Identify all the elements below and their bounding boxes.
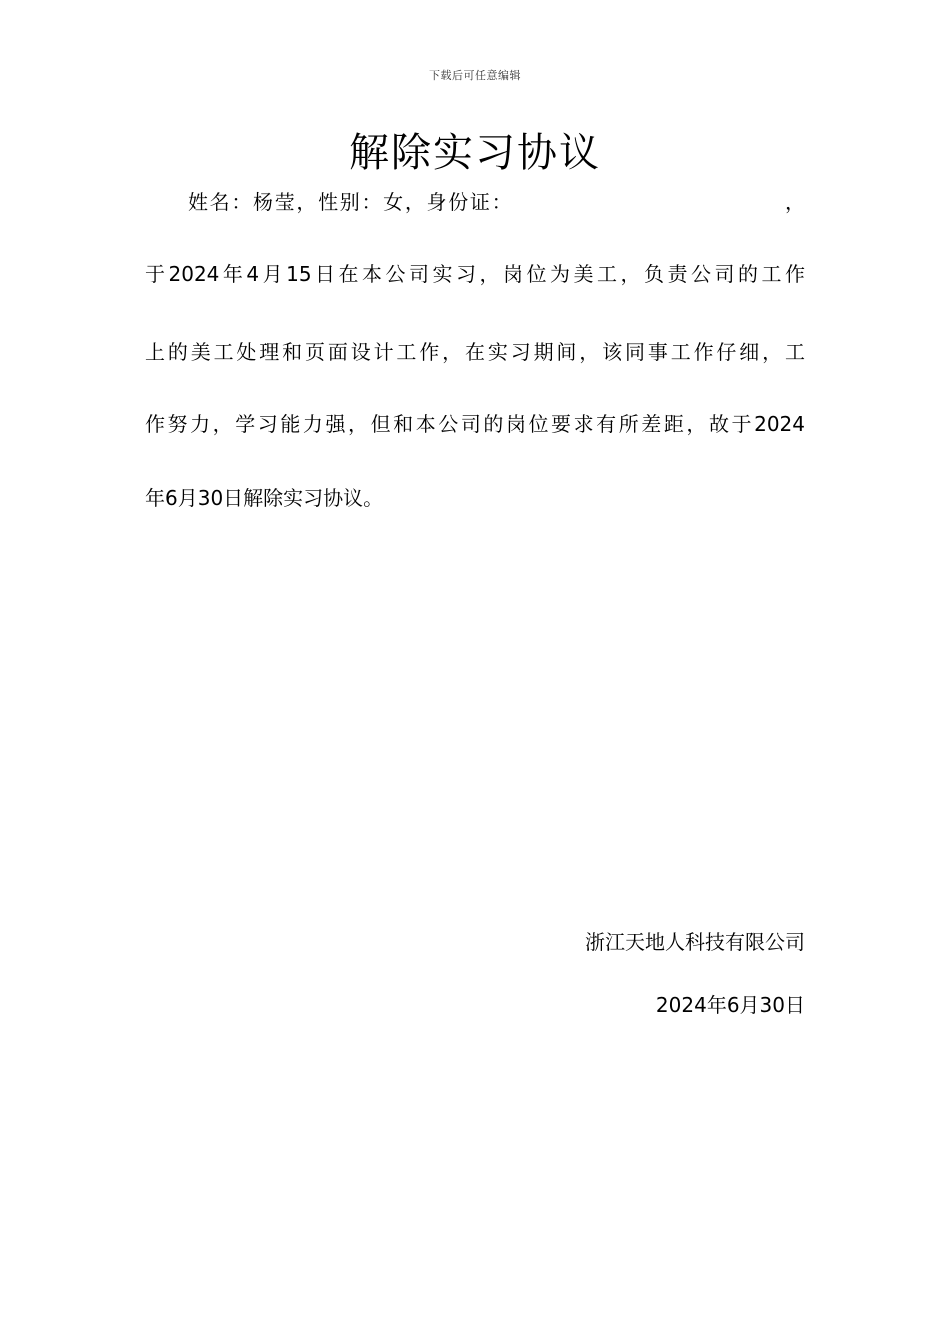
body-line-5: 年6月30日解除实习协议。 bbox=[145, 486, 384, 510]
document-title: 解除实习协议 bbox=[349, 130, 601, 176]
body-line-4: 作努力，学习能力强，但和本公司的岗位要求有所差距，故于2024 bbox=[145, 412, 805, 436]
body-line-1 bbox=[188, 188, 805, 216]
body-line-2: 于2024年4月15日在本公司实习，岗位为美工，负责公司的工作 bbox=[145, 262, 805, 286]
signature-company: 浙江天地人科技有限公司 bbox=[585, 930, 805, 954]
header-note: 下载后可任意编辑 bbox=[429, 69, 521, 82]
line-end-comma: ， bbox=[783, 190, 805, 214]
body-line-3: 上的美工处理和页面设计工作，在实习期间，该同事工作仔细，工 bbox=[145, 340, 805, 364]
personal-info-text: 姓名：杨莹，性别：女，身份证： bbox=[188, 190, 514, 214]
signature-date: 2024年6月30日 bbox=[655, 993, 805, 1017]
